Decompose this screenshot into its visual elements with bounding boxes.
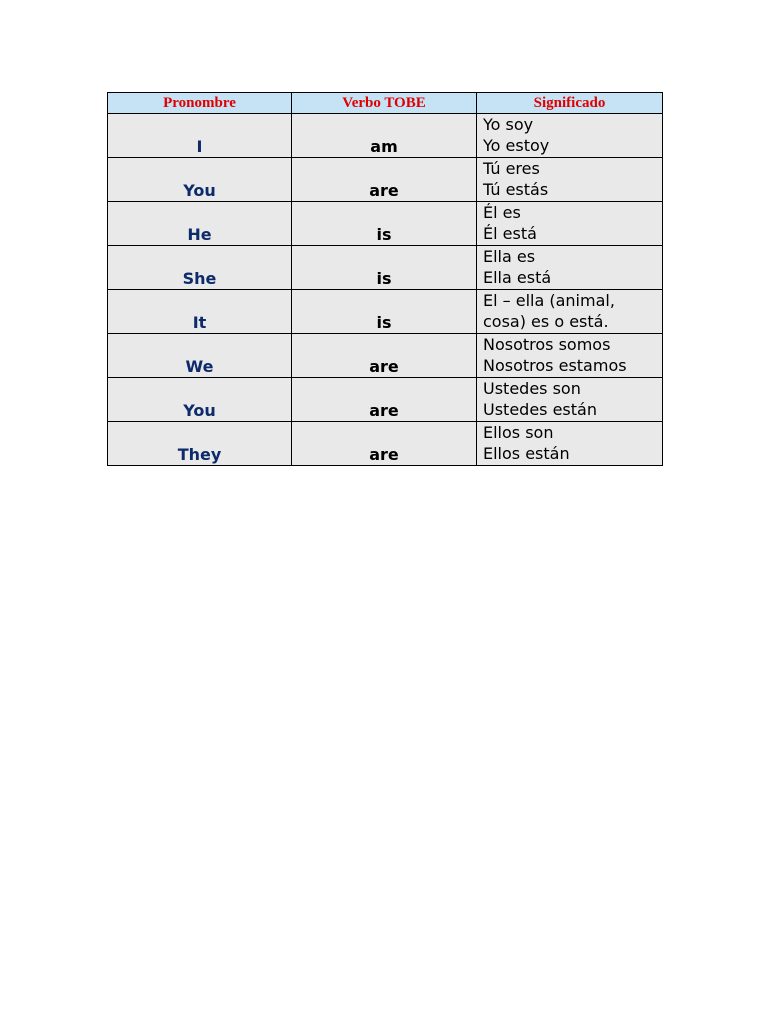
meaning-cell	[477, 202, 663, 246]
header-significado: Significado	[477, 93, 663, 114]
meaning-line: Ella está	[483, 268, 552, 287]
header-row	[108, 93, 663, 114]
meaning-line: Tú estás	[483, 180, 549, 199]
verb-cell: are	[292, 158, 477, 202]
pronoun-cell: He	[108, 202, 292, 246]
pronoun-cell: She	[108, 246, 292, 290]
meaning-cell	[477, 158, 663, 202]
meaning-cell	[477, 378, 663, 422]
table-body	[108, 114, 663, 466]
meaning-line: Ustedes son	[483, 379, 581, 398]
meaning-cell	[477, 422, 663, 466]
table-row	[108, 114, 663, 158]
table-row	[108, 334, 663, 378]
header-verbo-tobe: Verbo TOBE	[292, 93, 477, 114]
meaning-line: Yo estoy	[483, 136, 550, 155]
meaning-line: Yo soy	[483, 115, 534, 134]
meaning-cell	[477, 290, 663, 334]
pronoun-cell: I	[108, 114, 292, 158]
pronoun-cell: We	[108, 334, 292, 378]
table-row	[108, 378, 663, 422]
header-pronombre: Pronombre	[108, 93, 292, 114]
meaning-line: Él es	[483, 203, 521, 222]
verb-cell: am	[292, 114, 477, 158]
meaning-line: Tú eres	[483, 159, 540, 178]
table-row	[108, 246, 663, 290]
table-row	[108, 290, 663, 334]
meaning-line: Ellos son	[483, 423, 554, 442]
meaning-line: Nosotros somos	[483, 335, 611, 354]
verb-cell: are	[292, 334, 477, 378]
meaning-line: Él está	[483, 224, 537, 243]
verb-cell: are	[292, 378, 477, 422]
meaning-cell	[477, 334, 663, 378]
meaning-line: El – ella (animal,	[483, 291, 615, 310]
meaning-line: cosa) es o está.	[483, 312, 609, 331]
pronoun-cell: It	[108, 290, 292, 334]
pronoun-cell: They	[108, 422, 292, 466]
meaning-line: Ella es	[483, 247, 536, 266]
table-row	[108, 158, 663, 202]
table-row	[108, 422, 663, 466]
verb-cell: is	[292, 246, 477, 290]
table-header	[108, 93, 663, 114]
meaning-line: Ustedes están	[483, 400, 597, 419]
meaning-cell	[477, 114, 663, 158]
table-row	[108, 202, 663, 246]
pronoun-cell: You	[108, 158, 292, 202]
verb-cell: is	[292, 202, 477, 246]
meaning-cell	[477, 246, 663, 290]
meaning-line: Nosotros estamos	[483, 356, 627, 375]
meaning-line: Ellos están	[483, 444, 570, 463]
verb-cell: are	[292, 422, 477, 466]
verb-tobe-table	[107, 92, 663, 466]
pronoun-cell: You	[108, 378, 292, 422]
verb-cell: is	[292, 290, 477, 334]
